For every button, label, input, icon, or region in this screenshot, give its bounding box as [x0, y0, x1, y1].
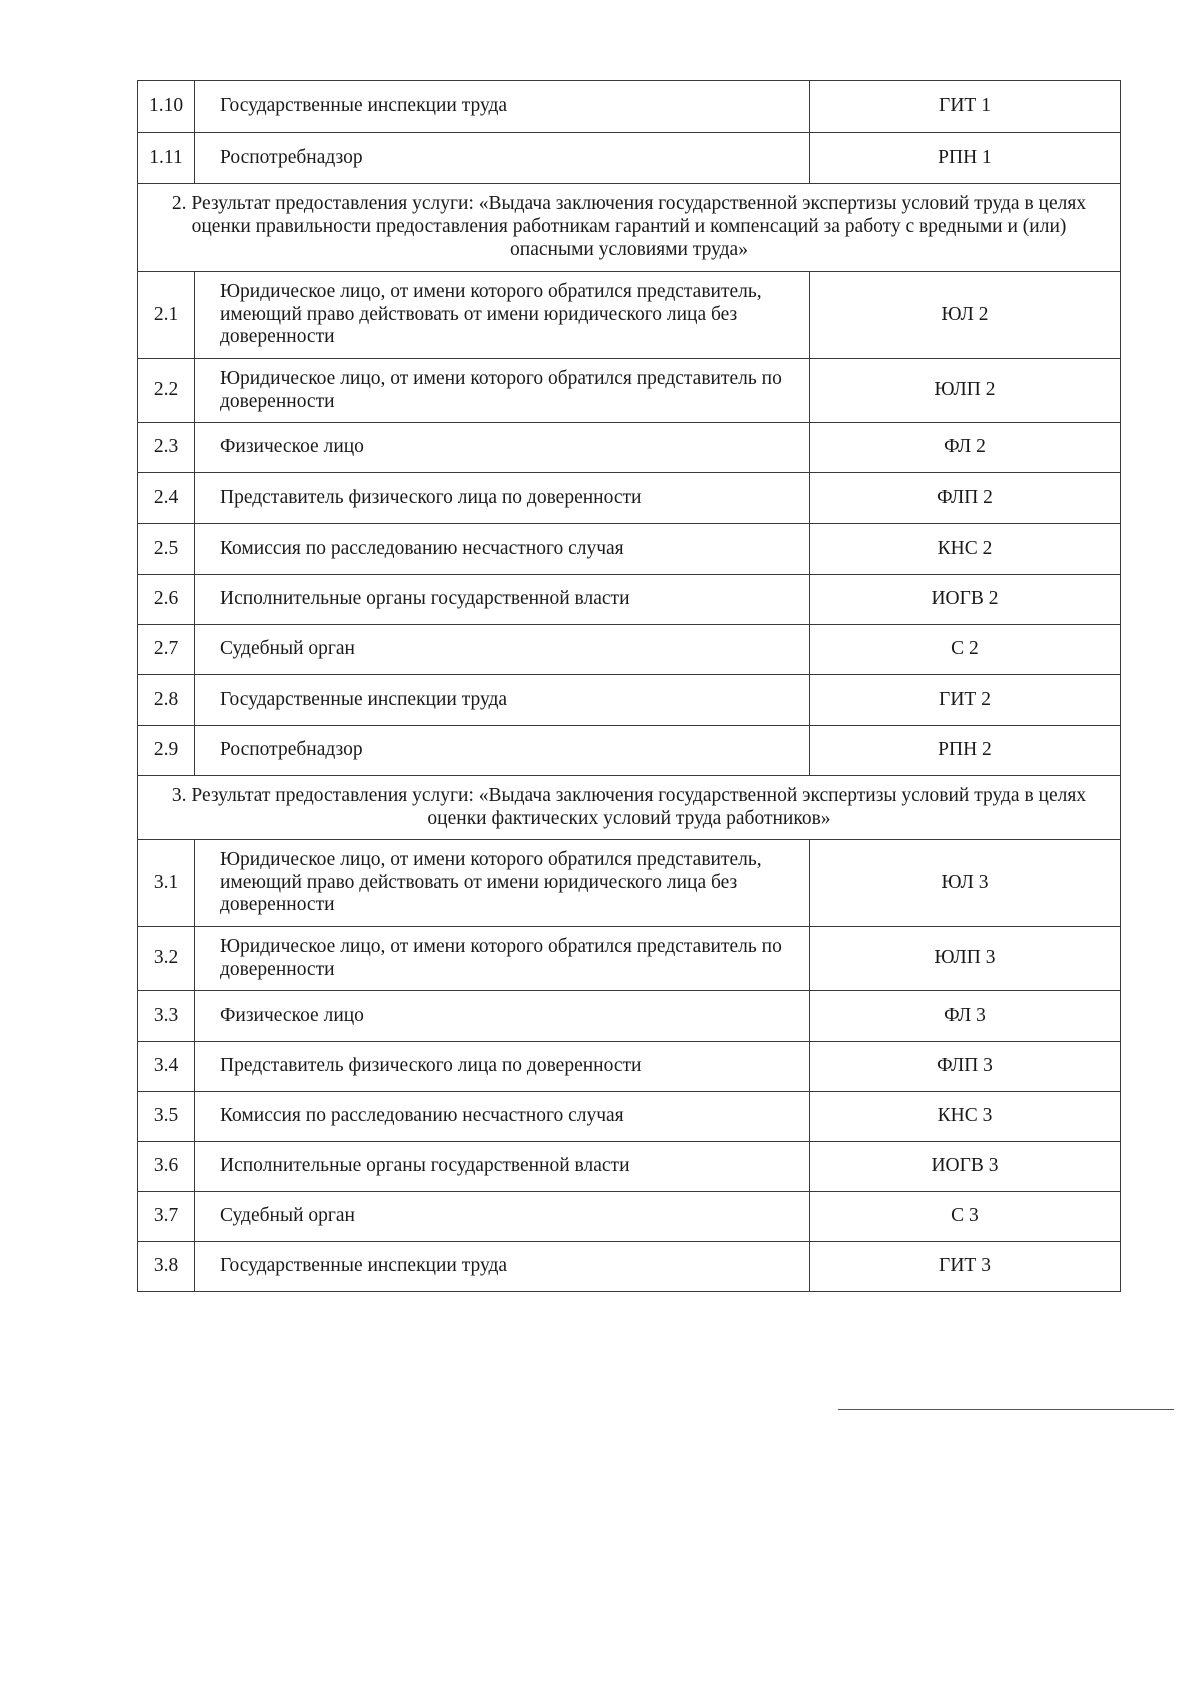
table-row	[138, 359, 1121, 423]
applicant-name: Роспотребнадзор	[195, 726, 810, 776]
row-number: 2.4	[138, 473, 195, 524]
row-number: 3.1	[138, 840, 195, 927]
row-number: 3.3	[138, 991, 195, 1042]
table-row	[138, 133, 1121, 184]
section-row	[138, 776, 1121, 840]
table-row	[138, 726, 1121, 776]
applicant-code: С 2	[810, 625, 1121, 675]
row-number: 3.2	[138, 927, 195, 991]
row-number: 2.1	[138, 272, 195, 359]
row-number: 2.3	[138, 423, 195, 473]
applicant-name: Представитель физического лица по доверенности	[195, 473, 810, 524]
table-body	[138, 81, 1121, 1292]
section-heading: 2. Результат предоставления услуги: «Выдача заключения государственной экспертизы условий труда в целях оценки правильности предоставления работникам гарантий и компенсаций за работу с вредными и (или) опасными условиями труда»	[138, 184, 1121, 272]
table-row	[138, 272, 1121, 359]
row-number: 1.10	[138, 81, 195, 133]
table-row	[138, 625, 1121, 675]
table-row	[138, 840, 1121, 927]
applicant-codes-table	[137, 80, 1121, 1292]
applicant-name: Комиссия по расследованию несчастного случая	[195, 524, 810, 575]
applicant-code: ГИТ 3	[810, 1242, 1121, 1292]
row-number: 2.7	[138, 625, 195, 675]
row-number: 2.8	[138, 675, 195, 726]
table-row	[138, 575, 1121, 625]
table-row	[138, 927, 1121, 991]
applicant-code: С 3	[810, 1192, 1121, 1242]
row-number: 2.6	[138, 575, 195, 625]
row-number: 1.11	[138, 133, 195, 184]
row-number: 2.9	[138, 726, 195, 776]
applicant-name: Юридическое лицо, от имени которого обратился представитель, имеющий право действовать от имени юридического лица без доверенности	[195, 840, 810, 927]
applicant-name: Судебный орган	[195, 1192, 810, 1242]
section-heading: 3. Результат предоставления услуги: «Выдача заключения государственной экспертизы условий труда в целях оценки фактических условий труда работников»	[138, 776, 1121, 840]
applicant-code: ЮЛ 2	[810, 272, 1121, 359]
applicant-name: Государственные инспекции труда	[195, 1242, 810, 1292]
applicant-code: ФЛ 3	[810, 991, 1121, 1042]
applicant-name: Комиссия по расследованию несчастного случая	[195, 1092, 810, 1142]
applicant-code: КНС 3	[810, 1092, 1121, 1142]
applicant-name: Исполнительные органы государственной власти	[195, 1142, 810, 1192]
table-row	[138, 423, 1121, 473]
table-row	[138, 1242, 1121, 1292]
row-number: 3.8	[138, 1242, 195, 1292]
applicant-code: ИОГВ 3	[810, 1142, 1121, 1192]
applicant-code: ГИТ 2	[810, 675, 1121, 726]
applicant-name: Физическое лицо	[195, 423, 810, 473]
table-row	[138, 81, 1121, 133]
row-number: 3.7	[138, 1192, 195, 1242]
applicant-code: ГИТ 1	[810, 81, 1121, 133]
table-row	[138, 1042, 1121, 1092]
footer-rule	[838, 1409, 1174, 1410]
table-row	[138, 524, 1121, 575]
applicant-code: ИОГВ 2	[810, 575, 1121, 625]
applicant-name: Судебный орган	[195, 625, 810, 675]
table-row	[138, 675, 1121, 726]
table-row	[138, 1192, 1121, 1242]
row-number: 3.6	[138, 1142, 195, 1192]
applicant-name: Исполнительные органы государственной власти	[195, 575, 810, 625]
applicant-code: КНС 2	[810, 524, 1121, 575]
row-number: 2.5	[138, 524, 195, 575]
applicant-code: ЮЛП 2	[810, 359, 1121, 423]
row-number: 2.2	[138, 359, 195, 423]
applicant-name: Юридическое лицо, от имени которого обратился представитель по доверенности	[195, 927, 810, 991]
row-number: 3.5	[138, 1092, 195, 1142]
applicant-code: ЮЛП 3	[810, 927, 1121, 991]
table-row	[138, 473, 1121, 524]
applicant-code: РПН 2	[810, 726, 1121, 776]
applicant-code: РПН 1	[810, 133, 1121, 184]
section-row	[138, 184, 1121, 272]
applicant-code: ЮЛ 3	[810, 840, 1121, 927]
applicant-name: Юридическое лицо, от имени которого обратился представитель, имеющий право действовать от имени юридического лица без доверенности	[195, 272, 810, 359]
applicant-name: Государственные инспекции труда	[195, 81, 810, 133]
applicant-name: Роспотребнадзор	[195, 133, 810, 184]
applicant-name: Юридическое лицо, от имени которого обратился представитель по доверенности	[195, 359, 810, 423]
table-row	[138, 991, 1121, 1042]
applicant-name: Государственные инспекции труда	[195, 675, 810, 726]
row-number: 3.4	[138, 1042, 195, 1092]
applicant-code: ФЛП 2	[810, 473, 1121, 524]
table-row	[138, 1142, 1121, 1192]
applicant-code: ФЛП 3	[810, 1042, 1121, 1092]
applicant-code: ФЛ 2	[810, 423, 1121, 473]
table-row	[138, 1092, 1121, 1142]
applicant-name: Представитель физического лица по доверенности	[195, 1042, 810, 1092]
applicant-name: Физическое лицо	[195, 991, 810, 1042]
